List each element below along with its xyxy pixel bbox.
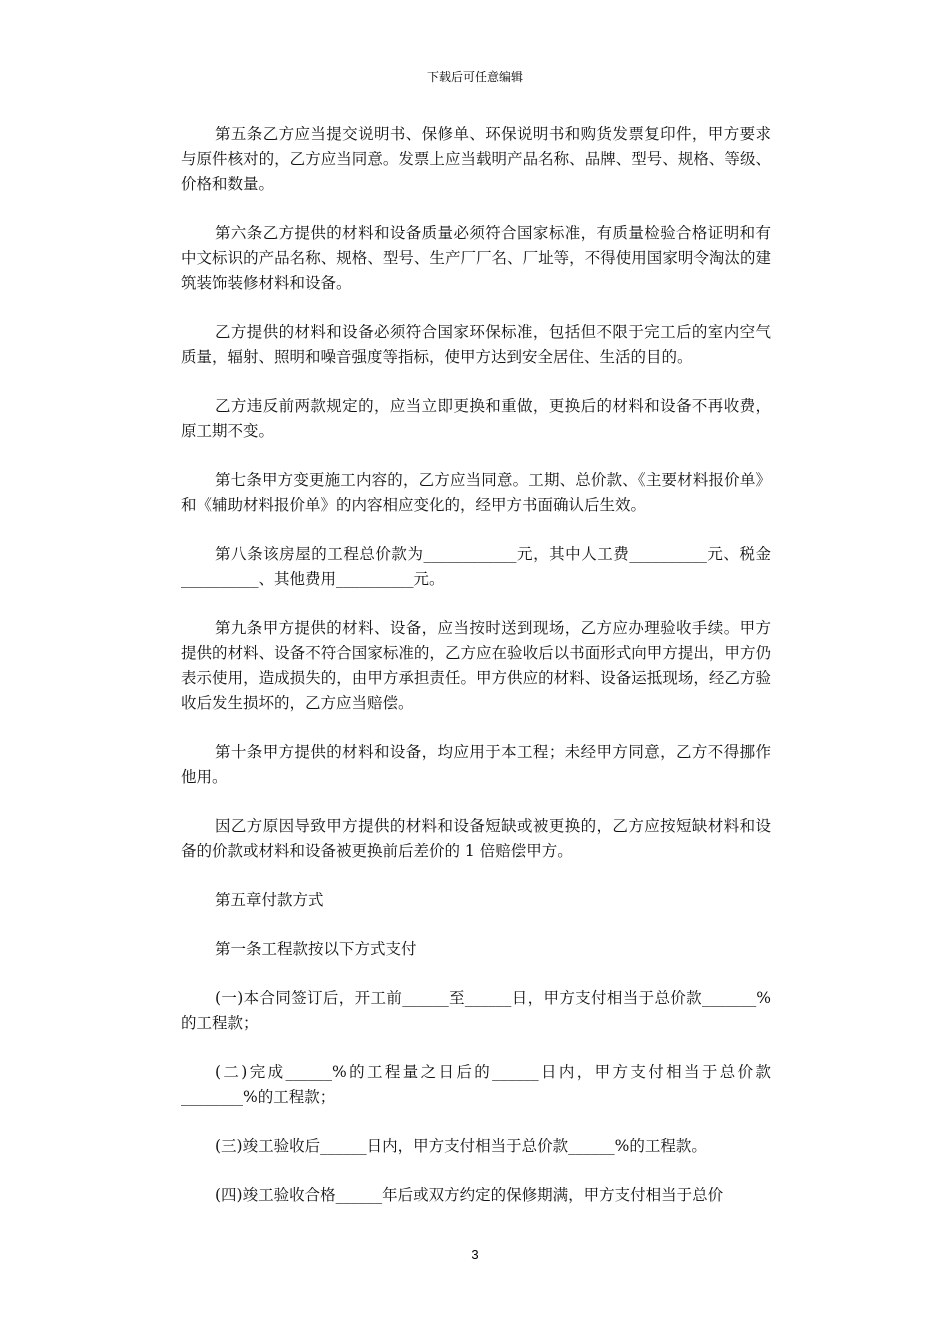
paragraph: 第九条甲方提供的材料、设备，应当按时送到现场，乙方应办理验收手续。甲方提供的材料、设备不符合国家标准的，乙方应在验收后以书面形式向甲方提出，甲方仍表示使用，造成损失的，由甲方承担责任。甲方供应的材料、设备运抵现场，经乙方验收后发生损坏的，乙方应当赔偿。 xyxy=(181,619,771,712)
paragraph: 第五条乙方应当提交说明书、保修单、环保说明书和购货发票复印件，甲方要求与原件核对的，乙方应当同意。发票上应当载明产品名称、品牌、型号、规格、等级、价格和数量。 xyxy=(181,125,771,193)
paragraph: 第十条甲方提供的材料和设备，均应用于本工程；未经甲方同意，乙方不得挪作他用。 xyxy=(181,743,771,786)
paragraph: (三)竣工验收后______日内，甲方支付相当于总价款______%的工程款。 xyxy=(215,1137,707,1155)
page-header: 下载后可任意编辑 xyxy=(426,70,523,84)
paragraph: 第一条工程款按以下方式支付 xyxy=(215,940,417,958)
page-number: 3 xyxy=(471,1247,479,1262)
paragraph: 因乙方原因导致甲方提供的材料和设备短缺或被更换的，乙方应按短缺材料和设备的价款或材料和设备被更换前后差价的 1 倍赔偿甲方。 xyxy=(181,817,771,860)
paragraph: (一)本合同签订后，开工前______至______日，甲方支付相当于总价款_______%的工程款； xyxy=(181,989,771,1032)
paragraph: 第七条甲方变更施工内容的，乙方应当同意。工期、总价款、《主要材料报价单》和《辅助材料报价单》的内容相应变化的，经甲方书面确认后生效。 xyxy=(181,471,771,514)
paragraph: 乙方违反前两款规定的，应当立即更换和重做，更换后的材料和设备不再收费，原工期不变。 xyxy=(181,397,771,440)
document-body xyxy=(181,122,771,1232)
paragraph: (二)完成______%的工程量之日后的______日内，甲方支付相当于总价款________%的工程款； xyxy=(181,1063,771,1106)
paragraph: 第八条该房屋的工程总价款为____________元，其中人工费__________元、税金__________、其他费用__________元。 xyxy=(181,545,771,588)
paragraph: (四)竣工验收合格______年后或双方约定的保修期满，甲方支付相当于总价 xyxy=(215,1186,724,1204)
paragraph: 乙方提供的材料和设备必须符合国家环保标准，包括但不限于完工后的室内空气质量，辐射、照明和噪音强度等指标，使甲方达到安全居住、生活的目的。 xyxy=(181,323,771,366)
chapter-heading: 第五章付款方式 xyxy=(215,891,324,909)
paragraph: 第六条乙方提供的材料和设备质量必须符合国家标准，有质量检验合格证明和有中文标识的产品名称、规格、型号、生产厂厂名、厂址等，不得使用国家明令淘汰的建筑装饰装修材料和设备。 xyxy=(181,224,771,292)
